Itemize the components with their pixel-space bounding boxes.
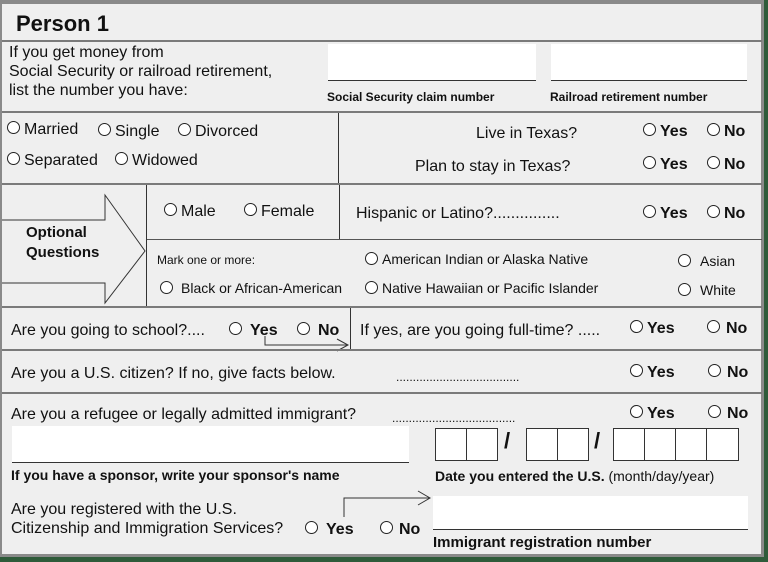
hispanic-question: Hispanic or Latino?............... <box>356 205 560 222</box>
rr-number-label: Railroad retirement number <box>550 90 708 104</box>
live-in-texas-question: Live in Texas? <box>476 125 578 142</box>
immigrant-dots: ..................................... <box>392 411 516 425</box>
gender-male-radio[interactable] <box>164 203 216 221</box>
option-label: White <box>700 282 736 298</box>
mark-one-or-more-label: Mark one or more: <box>157 253 256 267</box>
benefits-prompt-line-1: If you get money from <box>9 44 164 61</box>
fulltime-yes-radio[interactable] <box>630 320 675 338</box>
date-day-digit-2[interactable] <box>557 428 589 461</box>
date-month-digit-2[interactable] <box>466 428 498 461</box>
option-label: Yes <box>647 320 675 337</box>
radio-icon <box>630 320 643 333</box>
stay-in-texas-question: Plan to stay in Texas? <box>415 158 571 175</box>
registration-arrow-icon <box>338 488 434 518</box>
radio-icon <box>707 123 720 136</box>
radio-icon <box>707 156 720 169</box>
option-label: No <box>399 521 421 538</box>
race-white-checkbox[interactable] <box>678 281 736 299</box>
citizen-yes-radio[interactable] <box>630 364 675 382</box>
radio-icon <box>643 205 656 218</box>
date-label-hint: (month/day/year) <box>608 468 715 484</box>
divider <box>338 113 339 183</box>
sponsor-label: If you have a sponsor, write your sponsor's name <box>11 467 340 483</box>
gender-female-radio[interactable] <box>244 203 314 221</box>
divider <box>2 40 762 42</box>
hispanic-yes-radio[interactable] <box>643 205 688 223</box>
immigrant-registration-number-input[interactable] <box>433 496 748 530</box>
option-label: Yes <box>660 156 688 173</box>
date-year-digit-2[interactable] <box>644 428 676 461</box>
uscis-yes-radio[interactable] <box>305 521 354 539</box>
option-label: No <box>727 405 749 422</box>
radio-icon <box>708 405 721 418</box>
option-label: Separated <box>24 152 98 169</box>
stay-in-texas-no-radio[interactable] <box>707 156 745 174</box>
registration-number-label: Immigrant registration number <box>433 534 652 551</box>
radio-icon <box>643 156 656 169</box>
citizen-dots: ..................................... <box>396 370 520 384</box>
option-label: Widowed <box>132 152 198 169</box>
date-label-bold: Date you entered the U.S. <box>435 468 605 484</box>
radio-icon <box>365 252 378 265</box>
radio-icon <box>7 152 20 165</box>
sponsor-name-input[interactable] <box>12 426 409 463</box>
citizen-question: Are you a U.S. citizen? If no, give facts below. <box>11 365 336 382</box>
radio-icon <box>707 320 720 333</box>
radio-icon <box>630 405 643 418</box>
social-security-claim-number-input[interactable] <box>328 44 536 81</box>
radio-icon <box>7 121 20 134</box>
marital-married-radio[interactable] <box>7 121 78 139</box>
option-label: Divorced <box>195 123 259 140</box>
optional-label-line-2: Questions <box>26 244 100 261</box>
benefits-prompt-line-3: list the number you have: <box>9 82 188 99</box>
school-question: Are you going to school?.... <box>11 322 205 339</box>
divider <box>350 308 351 349</box>
radio-icon <box>305 521 318 534</box>
radio-icon <box>229 322 242 335</box>
radio-icon <box>98 123 111 136</box>
radio-icon <box>380 521 393 534</box>
radio-icon <box>643 123 656 136</box>
option-label: Yes <box>250 322 278 339</box>
radio-icon <box>678 283 691 296</box>
option-label: Yes <box>647 405 675 422</box>
radio-icon <box>708 364 721 377</box>
live-in-texas-yes-radio[interactable] <box>643 123 688 141</box>
divider <box>339 185 340 240</box>
ss-claim-label: Social Security claim number <box>327 90 495 104</box>
divider <box>146 185 147 306</box>
radio-icon <box>707 205 720 218</box>
option-label: No <box>318 322 340 339</box>
section-title: Person 1 <box>16 11 109 36</box>
uscis-question-line-1: Are you registered with the U.S. <box>11 501 237 518</box>
date-separator: / <box>504 428 511 453</box>
date-day-digit-1[interactable] <box>526 428 558 461</box>
marital-widowed-radio[interactable] <box>115 152 198 170</box>
radio-icon <box>244 203 257 216</box>
radio-icon <box>630 364 643 377</box>
citizen-no-radio[interactable] <box>708 364 748 382</box>
option-label: Asian <box>700 253 736 269</box>
option-label: No <box>724 156 746 173</box>
date-entered-label <box>435 467 714 485</box>
fulltime-arrow-icon <box>262 334 352 354</box>
uscis-question-line-2: Citizenship and Immigration Services? <box>11 520 284 537</box>
radio-icon <box>678 254 691 267</box>
divider <box>2 349 762 351</box>
option-label: Yes <box>647 364 675 381</box>
radio-icon <box>164 203 177 216</box>
race-asian-checkbox[interactable] <box>678 252 735 270</box>
option-label: Male <box>181 203 216 220</box>
option-label: Married <box>24 121 79 138</box>
option-label: Yes <box>660 123 688 140</box>
option-label: Single <box>115 123 160 140</box>
option-label: Yes <box>326 521 354 538</box>
date-year-digit-1[interactable] <box>613 428 645 461</box>
uscis-no-radio[interactable] <box>380 521 420 539</box>
optional-label-line-1: Optional <box>26 224 87 241</box>
marital-single-radio[interactable] <box>98 123 159 141</box>
option-label: Native Hawaiian or Pacific Islander <box>382 280 599 296</box>
marital-divorced-radio[interactable] <box>178 123 258 141</box>
divider <box>2 306 762 308</box>
date-month-digit-1[interactable] <box>435 428 467 461</box>
option-label: Black or African-American <box>181 280 343 296</box>
benefits-prompt-line-2: Social Security or railroad retirement, <box>9 63 273 80</box>
option-label: No <box>724 123 746 140</box>
divider <box>2 392 762 394</box>
hispanic-no-radio[interactable] <box>707 205 745 223</box>
immigrant-no-radio[interactable] <box>708 405 748 423</box>
date-year-digit-4[interactable] <box>706 428 739 461</box>
option-label: No <box>724 205 746 222</box>
fulltime-no-radio[interactable] <box>707 320 747 338</box>
option-label: No <box>727 364 749 381</box>
option-label: No <box>726 320 748 337</box>
fulltime-question: If yes, are you going full-time? ..... <box>360 322 601 339</box>
date-separator: / <box>594 428 601 453</box>
marital-separated-radio[interactable] <box>7 152 98 170</box>
radio-icon <box>178 123 191 136</box>
race-native-hawaiian-checkbox[interactable] <box>365 279 598 297</box>
divider <box>147 239 762 240</box>
immigrant-yes-radio[interactable] <box>630 405 675 423</box>
live-in-texas-no-radio[interactable] <box>707 123 745 141</box>
radio-icon <box>365 281 378 294</box>
option-label: Yes <box>660 205 688 222</box>
race-american-indian-checkbox[interactable] <box>365 250 588 268</box>
option-label: American Indian or Alaska Native <box>382 251 589 267</box>
railroad-retirement-number-input[interactable] <box>551 44 747 81</box>
immigrant-question: Are you a refugee or legally admitted immigrant? <box>11 406 357 423</box>
option-label: Female <box>261 203 315 220</box>
race-black-checkbox[interactable] <box>160 279 342 297</box>
radio-icon <box>160 281 173 294</box>
divider <box>2 111 762 113</box>
date-year-digit-3[interactable] <box>675 428 707 461</box>
stay-in-texas-yes-radio[interactable] <box>643 156 688 174</box>
radio-icon <box>115 152 128 165</box>
